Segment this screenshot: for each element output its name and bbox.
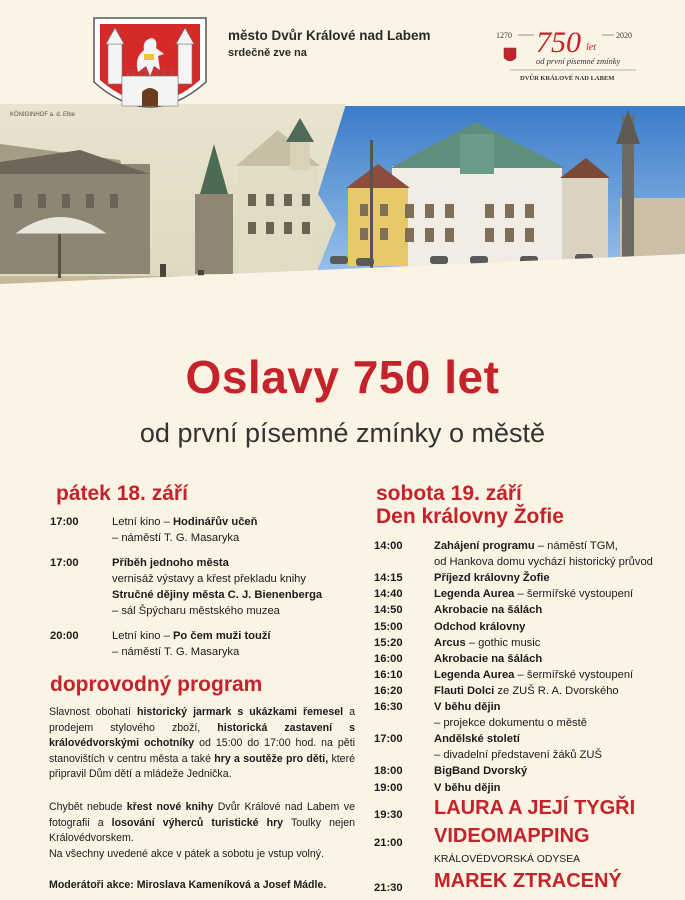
event-time: 15:20 (374, 636, 403, 649)
event-desc (434, 780, 501, 796)
main-title: Oslavy 750 let (185, 351, 500, 403)
moderators: Moderátoři akce: Miroslava Kameníková a Josef Mádle. (49, 879, 327, 891)
event-title: Odchod královny (434, 620, 526, 633)
event-title: Příběh jednoho města (112, 557, 229, 569)
saturday-heading: sobota 19. září (376, 482, 522, 505)
event-time: 19:30 (374, 809, 403, 821)
program-heading: doprovodný program (50, 673, 263, 696)
event-desc (434, 602, 542, 618)
event-desc (434, 763, 527, 779)
event-title: Akrobacie na šálách (434, 604, 543, 617)
event-desc (434, 699, 501, 715)
event-desc (434, 619, 525, 635)
event-desc (434, 651, 542, 667)
event-detail: – náměstí TGM, (534, 540, 618, 552)
event-time: 21:00 (374, 837, 403, 849)
saturday-subheading: Den královny Žofie (376, 505, 564, 528)
event-time: 16:30 (374, 701, 403, 713)
event-detail: od Hankova domu vychází historický průvod (434, 556, 653, 569)
event-time: 16:00 (374, 652, 403, 665)
event-desc (434, 586, 633, 602)
event-title: Akrobacie na šálách (434, 652, 543, 665)
event-detail: – šermířské vystoupení (514, 668, 634, 681)
event-detail: – projekce dokumentu o městě (434, 717, 587, 730)
event-location: – sál Špýcharu městského muzea (112, 605, 280, 617)
anniversary-logo (490, 20, 640, 88)
event-title: V běhu dějin (434, 781, 501, 794)
postcard-caption: KÖNIGINHOF a. d. Elbe (10, 112, 76, 118)
event-desc (434, 570, 550, 586)
event-time: 14:15 (374, 572, 403, 585)
event-title: Legenda Aurea (434, 668, 515, 681)
event-desc (434, 538, 618, 554)
event-time: 19:00 (374, 781, 403, 794)
event-time: 14:40 (374, 588, 403, 601)
event-detail: ze ZUŠ R. A. Dvorského (494, 684, 619, 697)
event-title: BigBand Dvorský (434, 765, 528, 778)
event-desc: vernisáž výstavy a křest překladu knihy (112, 573, 306, 585)
event-title: Příjezd královny Žofie (434, 572, 550, 585)
event-book: Stručné dějiny města C. J. Bienenberga (112, 589, 323, 601)
event-title: Hodinářův učeň (172, 516, 258, 528)
event-desc (434, 715, 587, 731)
program-paragraph: Chybět nebude křest nové knihy Dvůr Králové nad Labem ve fotografii a losování výherců turistické hry Toulky nejen Královédvorskem. (49, 801, 355, 844)
event-title: Arcus (434, 636, 466, 649)
event-detail: – divadelní představení žáků ZUŠ (434, 749, 602, 762)
event-time: 17:00 (374, 733, 403, 746)
program-paragraph: Slavnost obohatí historický jarmark s ukázkami řemesel a prodejem stylového zboží, historická zastavení s královédvorskými ochotníky od 15:00 do 17:00 hod. na pěti stanovištích v centru města a také hry a soutěže pro děti, které připravil Dům dětí a mládeže Jednička. (49, 706, 356, 780)
logo-number: 750 (536, 26, 581, 59)
friday-heading: pátek 18. září (56, 482, 188, 505)
event-title: Po čem muži touží (172, 630, 271, 642)
event-time: 18:00 (374, 765, 403, 778)
logo-caption: od první písemné zmínky (536, 56, 621, 66)
headliner-marek: MAREK ZTRACENÝ (434, 870, 622, 892)
event-title: Legenda Aurea (434, 588, 515, 601)
logo-mini-crest (504, 48, 516, 61)
headliner-videomapping: VIDEOMAPPING (434, 825, 590, 847)
invite-text: srdečně zve na (228, 47, 307, 59)
event-title: V běhu dějin (434, 701, 501, 713)
event-title: Zahájení programu (434, 540, 535, 552)
event-desc (434, 554, 653, 570)
event-time: 14:50 (374, 604, 403, 617)
logo-let: let (586, 42, 596, 53)
event-location: – náměstí T. G. Masaryka (112, 646, 240, 658)
logo-year-start: 1270 (496, 31, 512, 40)
event-prefix: Letní kino – (112, 516, 173, 528)
logo-city: DVŮR KRÁLOVÉ NAD LABEM (520, 75, 615, 82)
logo-year-end: 2020 (616, 31, 632, 40)
event-time: 17:00 (50, 557, 79, 569)
event-time: 20:00 (50, 630, 79, 642)
event-title: Andělské století (434, 733, 520, 746)
event-detail: – šermířské vystoupení (514, 588, 634, 601)
event-desc (434, 635, 540, 651)
event-time: 15:00 (374, 620, 403, 633)
event-title: Flauti Dolci (434, 684, 495, 697)
headliner-laura: LAURA A JEJÍ TYGŘI (434, 797, 636, 819)
town-square-photos (0, 104, 685, 340)
free-entry-note: Na všechny uvedené akce v pátek a sobotu je vstup volný. (49, 848, 325, 860)
city-name: město Dvůr Králové nad Labem (228, 28, 431, 43)
city-crest (88, 14, 212, 126)
event-detail: – gothic music (465, 636, 541, 649)
event-time: 16:10 (374, 668, 403, 681)
event-desc (434, 731, 520, 747)
event-desc (434, 667, 633, 683)
subtitle: od první písemné zmínky o městě (139, 418, 546, 448)
event-desc (434, 747, 602, 763)
event-time: 17:00 (50, 516, 79, 528)
event-time: 16:20 (374, 684, 403, 697)
event-time: 21:30 (374, 882, 403, 894)
event-desc (434, 683, 619, 699)
event-time: 14:00 (374, 540, 403, 552)
videomapping-subtitle: KRÁLOVÉDVORSKÁ ODYSEA (434, 854, 581, 865)
event-location: – náměstí T. G. Masaryka (112, 532, 240, 544)
event-prefix: Letní kino – (112, 630, 173, 642)
